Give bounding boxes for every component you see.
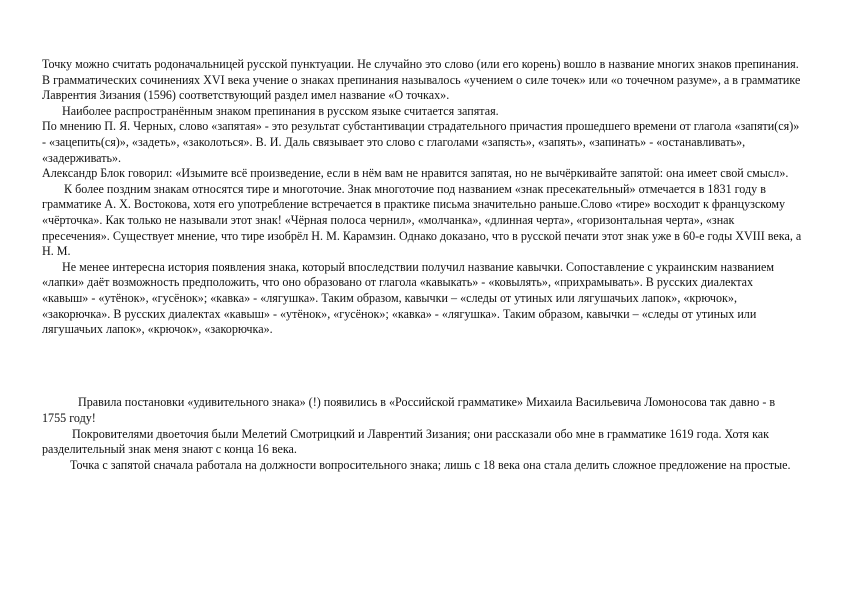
paragraph-tochka: Точку можно считать родоначальницей русской пунктуации. Не случайно это слово (или его корень) вошло в название многих знаков препинания. В грамматических сочинениях XVI века учение о знаках препинания называлось «учением о силе точек» или «о точечном разуме», а в грамматике Лаврентия Зизания (1596) соответствующий раздел имел название «О точках». xyxy=(42,57,801,103)
paragraph-kavychki: Не менее интересна история появления знака, который впоследствии получил название кавычки. Сопоставление с украинским названием «лапки» даёт возможность предположить, что оно образовано от глагола «кавыкать» - «ковылять», «прихрамывать». В русских диалектах «кавыш» - «утёнок», «гусёнок»; «кавка» - «лягушка». Таким образом, кавычки – «следы от утиных или лягушачьих лапок», «крючок», «закорючка». В русских диалектах «кавыш» - «утёнок», «гусёнок»; «кавка» - «лягушка». Таким образом, кавычки – «следы от утиных или лягушачьих лапок», «крючок», «закорючка». xyxy=(42,259,774,337)
paragraph-chernykh: По мнению П. Я. Черных, слово «запятая» - это результат субстантивации страдательного причастия прошедшего времени от глагола «запяти(ся)» - «зацепить(ся)», «задеть», «заколоться». В. И. Даль связывает это слово с глаголами «запясть», «запять», «запинать» - «останавливать», «задерживать». xyxy=(42,119,800,165)
text-block-lower xyxy=(42,395,802,474)
paragraph-blok: Александр Блок говорил: «Изымите всё произведение, если в нём вам не нравится запятая, но не вычёркивайте запятой: она имеет свой смысл». xyxy=(42,166,789,181)
paragraph-dvoetochie: Покровителями двоеточия были Мелетий Смотрицкий и Лаврентий Зизания; они рассказали обо мне в грамматике 1619 года. Хотя как разделительный знак меня знают с конца 16 века. xyxy=(42,426,770,457)
paragraph-zapyataya-intro: Наиболее распространённым знаком препинания в русском языке считается запятая. xyxy=(62,103,499,118)
paragraph-vosklicatelny: Правила постановки «удивительного знака» (!) появились в «Российской грамматике» Михаила Васильевича Ломоносова так давно - в 1755 году! xyxy=(42,395,776,425)
text-block-upper xyxy=(42,57,802,338)
paragraph-tire: К более поздним знакам относятся тире и многоточие. Знак многоточие под названием «знак пресекательный» отмечается в 1831 году в грамматике А. Х. Востокова, хотя его употребление встречается в практике письма значительно раньше.Слово «тире» восходит к французскому «чёрточка». Как только не называли этот знак! «Чёрная полоса чернил», «молчанка», «длинная черта», «горизонтальная черта», «знак пресечения». Существует мнение, что тире изобрёл Н. М. Карамзин. Однако доказано, что в русской печати этот знак уже в 60-е годы XVIII века, а Н. М. xyxy=(42,181,802,259)
paragraph-tochka-s-zapyatoy: Точка с запятой сначала работала на должности вопросительного знака; лишь с 18 века она стала делить сложное предложение на простые. xyxy=(70,458,791,473)
